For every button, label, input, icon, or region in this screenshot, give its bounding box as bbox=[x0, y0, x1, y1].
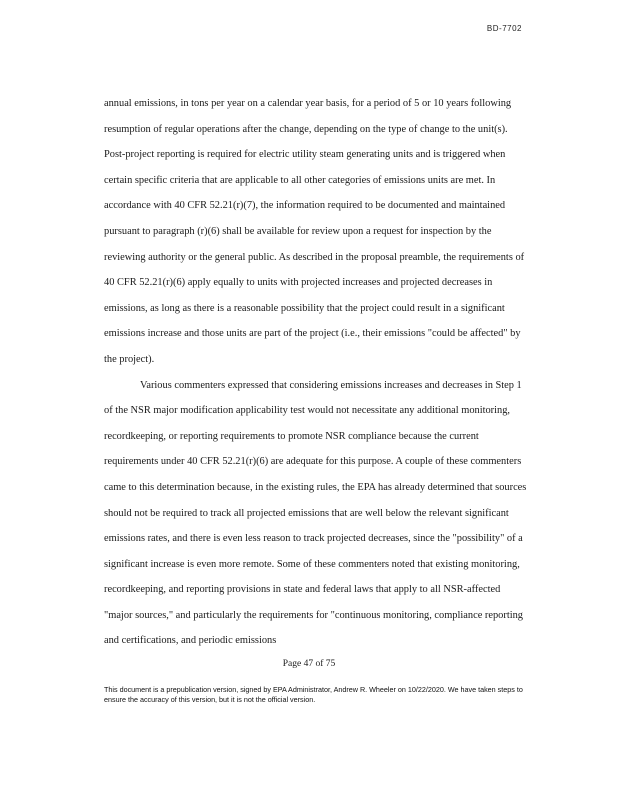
paragraph-1: annual emissions, in tons per year on a calendar year basis, for a period of 5 or 10 years following resumption of regular operations after the change, depending on the type of change to the unit(s). Post-project reporting is required for electric utility steam generating units and is triggered when certain specific criteria that are applicable to all other categories of emissions units are met. In accordance with 40 CFR 52.21(r)(7), the information required to be documented and maintained pursuant to paragraph (r)(6) shall be available for review upon a request for inspection by the reviewing authority or the general public. As described in the proposal preamble, the requirements of 40 CFR 52.21(r)(6) apply equally to units with projected increases and projected decreases in emissions, as long as there is a reasonable possibility that the project could result in a significant emissions increase and those units are part of the project (i.e., their emissions "could be affected" by the project). bbox=[104, 98, 525, 365]
prepublication-disclaimer: This document is a prepublication version, signed by EPA Administrator, Andrew R. Wheeler on 10/22/2020. We have taken steps to ensure the accuracy of this version, but it is not the official version. bbox=[104, 685, 523, 704]
page-number: Page 47 of 75 bbox=[282, 659, 336, 669]
paragraph-2: Various commenters expressed that considering emissions increases and decreases in Step 1 of the NSR major modification applicability test would not necessitate any additional monitoring, recordkeeping, or reporting requirements to promote NSR compliance because the current requirements under 40 CFR 52.21(r)(6) are adequate for this purpose. A couple of these commenters came to this determination because, in the existing rules, the EPA has already determined that sources should not be required to track all projected emissions that are well below the relevant significant emissions rates, and there is even less reason to track projected decreases, since the "possibility" of a significant increase is even more remote. Some of these commenters noted that existing monitoring, recordkeeping, and reporting provisions in state and federal laws that apply to all NSR-affected "major sources," and particularly the requirements for "continuous monitoring, compliance reporting and certifications, and periodic emissions bbox=[104, 379, 527, 647]
document-id: BD-7702 bbox=[486, 24, 522, 33]
body-text bbox=[104, 91, 528, 654]
